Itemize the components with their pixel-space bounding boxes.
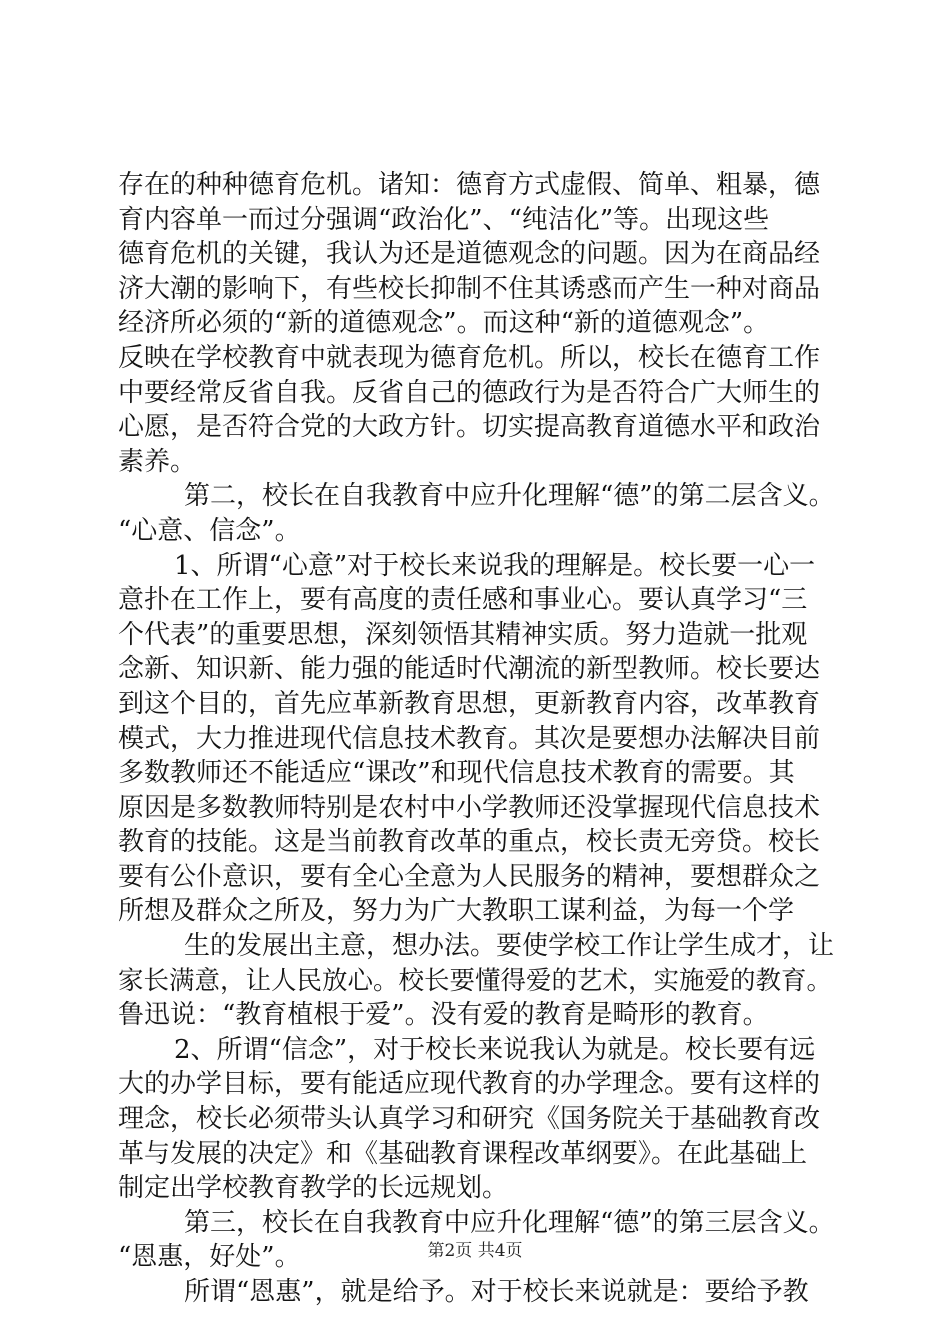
text-line: 所谓“恩惠”，就是给予。对于校长来说就是：要给予教 [184, 1277, 809, 1307]
text-line: 育内容单一而过分强调“政治化”、“纯洁化”等。出现这些 [118, 204, 770, 235]
page-footer [0, 1241, 950, 1261]
text-line: 多数教师还不能适应“课改”和现代信息技术教育的需要。其 [118, 758, 795, 789]
page-number-label: 第2页 共4页 [427, 1241, 523, 1261]
text-line: 个代表”的重要思想，深刻领悟其精神实质。努力造就一批观 [118, 619, 808, 650]
text-line: 反映在学校教育中就表现为德育危机。所以，校长在德育工作 [118, 342, 821, 373]
text-line: 念新、知识新、能力强的能适时代潮流的新型教师。校长要达 [118, 654, 821, 685]
text-line: 理念，校长必须带头认真学习和研究《国务院关于基础教育改 [118, 1104, 821, 1135]
text-line: 生的发展出主意，想办法。要使学校工作让学生成才，让 [184, 931, 835, 962]
text-line: 模式，大力推进现代信息技术教育。其次是要想办法解决目前 [118, 723, 821, 754]
text-line: 中要经常反省自我。反省自己的德政行为是否符合广大师生的 [118, 377, 821, 408]
text-line: 大的办学目标，要有能适应现代教育的办学理念。要有这样的 [118, 1069, 821, 1100]
text-line: 家长满意，让人民放心。校长要懂得爱的艺术，实施爱的教育。 [118, 965, 833, 996]
text-line: 2、所谓“信念”，对于校长来说我认为就是。校长要有远 [174, 1034, 816, 1065]
text-line: 制定出学校教育教学的长远规划。 [118, 1173, 509, 1204]
text-line: 济大潮的影响下，有些校长抑制不住其诱惑而产生一种对商品 [118, 273, 821, 304]
text-line: 素养。 [118, 446, 197, 477]
text-line: 第二，校长在自我教育中应升化理解“德”的第二层含义。 [184, 481, 835, 512]
text-line: “心意、信念”。 [118, 515, 301, 546]
text-line: “恩惠，好处”。 [118, 1242, 301, 1273]
text-line: 原因是多数教师特别是农村中小学教师还没掌握现代信息技术 [118, 792, 821, 823]
text-line: 所想及群众之所及，努力为广大教职工谋利益，为每一个学 [118, 896, 795, 927]
text-line: 到这个目的，首先应革新教育思想，更新教育内容，改革教育 [118, 688, 821, 719]
text-line: 革与发展的决定》和《基础教育课程改革纲要》。在此基础上 [118, 1138, 808, 1169]
text-line: 要有公仆意识，要有全心全意为人民服务的精神，要想群众之 [118, 861, 821, 892]
document-body [118, 168, 838, 1310]
text-line: 教育的技能。这是当前教育改革的重点，校长责无旁贷。校长 [118, 827, 821, 858]
text-line: 心愿，是否符合党的大政方针。切实提高教育道德水平和政治 [118, 412, 821, 443]
text-line: 1、所谓“心意”对于校长来说我的理解是。校长要一心一 [174, 550, 816, 581]
text-line: 德育危机的关键，我认为还是道德观念的问题。因为在商品经 [118, 239, 821, 270]
text-line: 意扑在工作上，要有高度的责任感和事业心。要认真学习“三 [118, 585, 808, 616]
text-line: 鲁迅说：“教育植根于爱”。没有爱的教育是畸形的教育。 [118, 1000, 769, 1031]
text-line: 存在的种种德育危机。诸知：德育方式虚假、简单、粗暴，德 [118, 170, 821, 200]
text-line: 第三，校长在自我教育中应升化理解“德”的第三层含义。 [184, 1207, 835, 1238]
text-line: 经济所必须的“新的道德观念”。而这种“新的道德观念”。 [118, 308, 770, 339]
